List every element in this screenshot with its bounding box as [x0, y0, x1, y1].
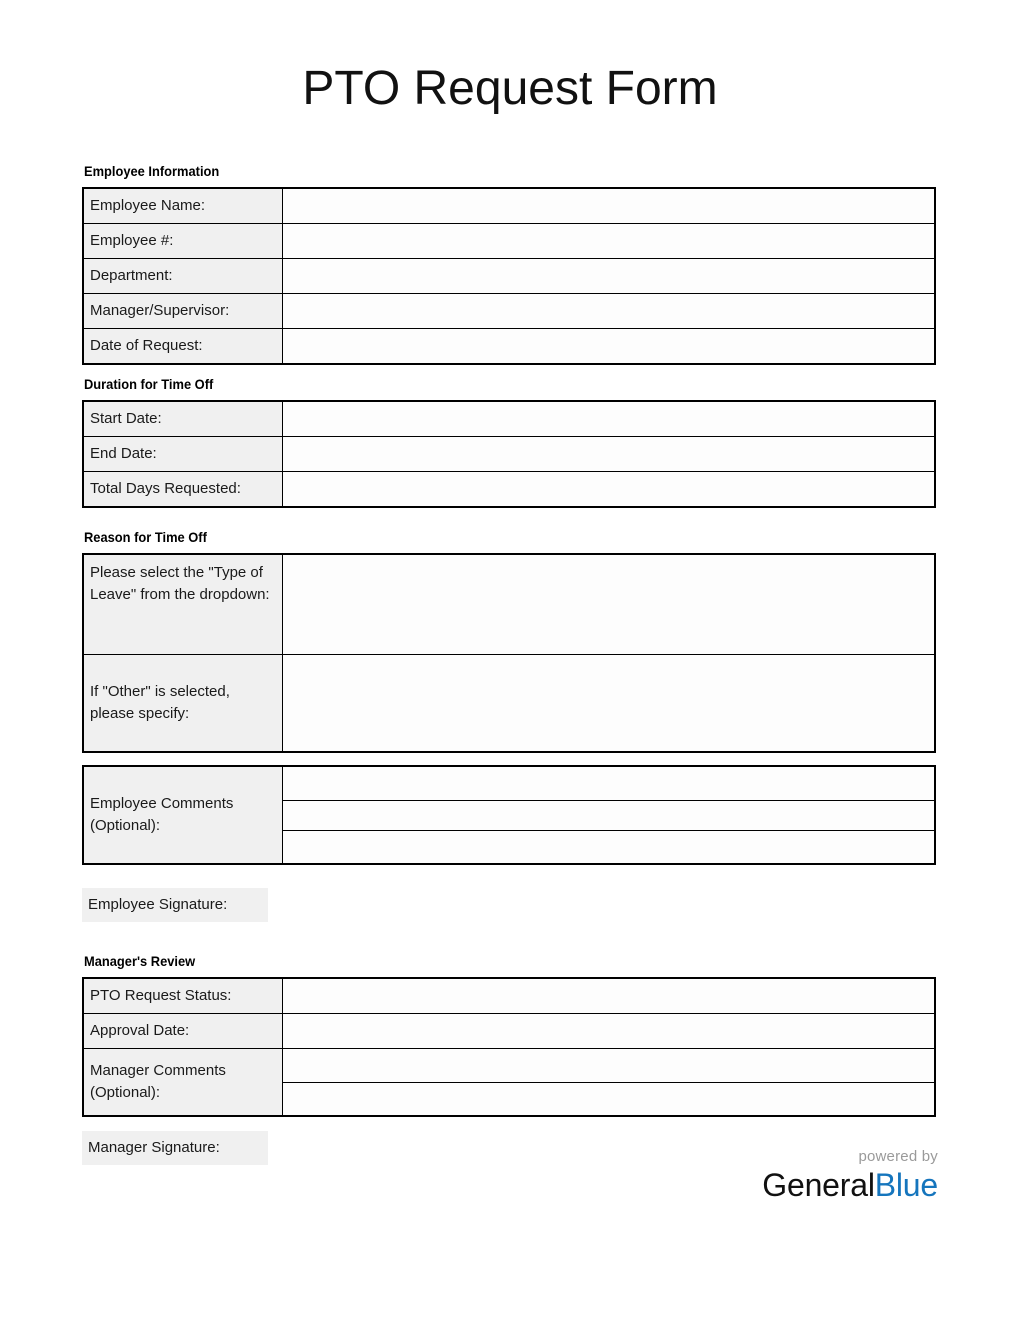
label-manager-supervisor: Manager/Supervisor:: [83, 294, 283, 329]
input-approval-date[interactable]: [283, 1014, 936, 1049]
comment-line-grid: [283, 771, 934, 860]
input-employee-comment-line-3[interactable]: [283, 830, 934, 860]
input-date-of-request[interactable]: [283, 329, 936, 365]
table-row: [83, 259, 935, 294]
input-employee-comment-line-2[interactable]: [283, 800, 934, 830]
section-heading-duration: Duration for Time Off: [84, 376, 214, 392]
section-heading-employee-information: Employee Information: [84, 163, 220, 179]
table-employee-comments: [82, 765, 936, 865]
comment-line-grid: [283, 1053, 934, 1112]
input-department[interactable]: [283, 259, 936, 294]
label-manager-signature: Manager Signature:: [82, 1131, 268, 1165]
employee-comments-lines: [283, 766, 936, 864]
table-duration: [82, 400, 936, 508]
input-manager-comment-line-1[interactable]: [283, 1053, 934, 1083]
section-heading-reason: Reason for Time Off: [84, 529, 207, 545]
table-row: [83, 655, 935, 753]
table-row: [83, 978, 935, 1014]
label-employee-number: Employee #:: [83, 224, 283, 259]
table-row: [83, 401, 935, 437]
table-row: [83, 188, 935, 224]
select-type-of-leave[interactable]: [283, 554, 936, 655]
table-managers-review: [82, 977, 936, 1117]
input-manager-comment-line-2[interactable]: [283, 1082, 934, 1112]
label-other-specify: If "Other" is selected, please specify:: [83, 655, 283, 753]
generalblue-logo: [762, 1148, 938, 1204]
table-row: [83, 437, 935, 472]
table-employee-information: [82, 187, 936, 365]
input-total-days-requested[interactable]: [283, 472, 936, 508]
brand-general-text: General: [762, 1167, 875, 1203]
label-employee-comments: Employee Comments (Optional):: [83, 766, 283, 864]
brand-blue-text: Blue: [874, 1167, 938, 1203]
table-row: [83, 329, 935, 365]
input-employee-name[interactable]: [283, 188, 936, 224]
page-title: PTO Request Form: [302, 62, 718, 115]
label-total-days-requested: Total Days Requested:: [83, 472, 283, 508]
label-employee-signature: Employee Signature:: [82, 888, 268, 922]
label-date-of-request: Date of Request:: [83, 329, 283, 365]
label-approval-date: Approval Date:: [83, 1014, 283, 1049]
powered-by-text: powered by: [858, 1148, 938, 1165]
brand-wordmark: [762, 1166, 938, 1204]
select-pto-request-status[interactable]: [283, 978, 936, 1014]
table-row: [83, 224, 935, 259]
label-department: Department:: [83, 259, 283, 294]
label-end-date: End Date:: [83, 437, 283, 472]
label-pto-request-status: PTO Request Status:: [83, 978, 283, 1014]
input-start-date[interactable]: [283, 401, 936, 437]
section-heading-managers-review: Manager's Review: [84, 953, 196, 969]
input-employee-comment-line-1[interactable]: [283, 771, 934, 801]
table-row: [83, 766, 935, 864]
input-end-date[interactable]: [283, 437, 936, 472]
label-manager-comments: Manager Comments (Optional):: [83, 1049, 283, 1117]
table-row: [83, 294, 935, 329]
table-row: [83, 1014, 935, 1049]
label-employee-name: Employee Name:: [83, 188, 283, 224]
label-start-date: Start Date:: [83, 401, 283, 437]
input-other-specify[interactable]: [283, 655, 936, 753]
table-reason: [82, 553, 936, 753]
label-type-of-leave: Please select the "Type of Leave" from the dropdown:: [83, 554, 283, 655]
table-row: [83, 1049, 935, 1117]
table-row: [83, 554, 935, 655]
input-manager-supervisor[interactable]: [283, 294, 936, 329]
table-row: [83, 472, 935, 508]
input-employee-number[interactable]: [283, 224, 936, 259]
manager-comments-lines: [283, 1049, 936, 1117]
